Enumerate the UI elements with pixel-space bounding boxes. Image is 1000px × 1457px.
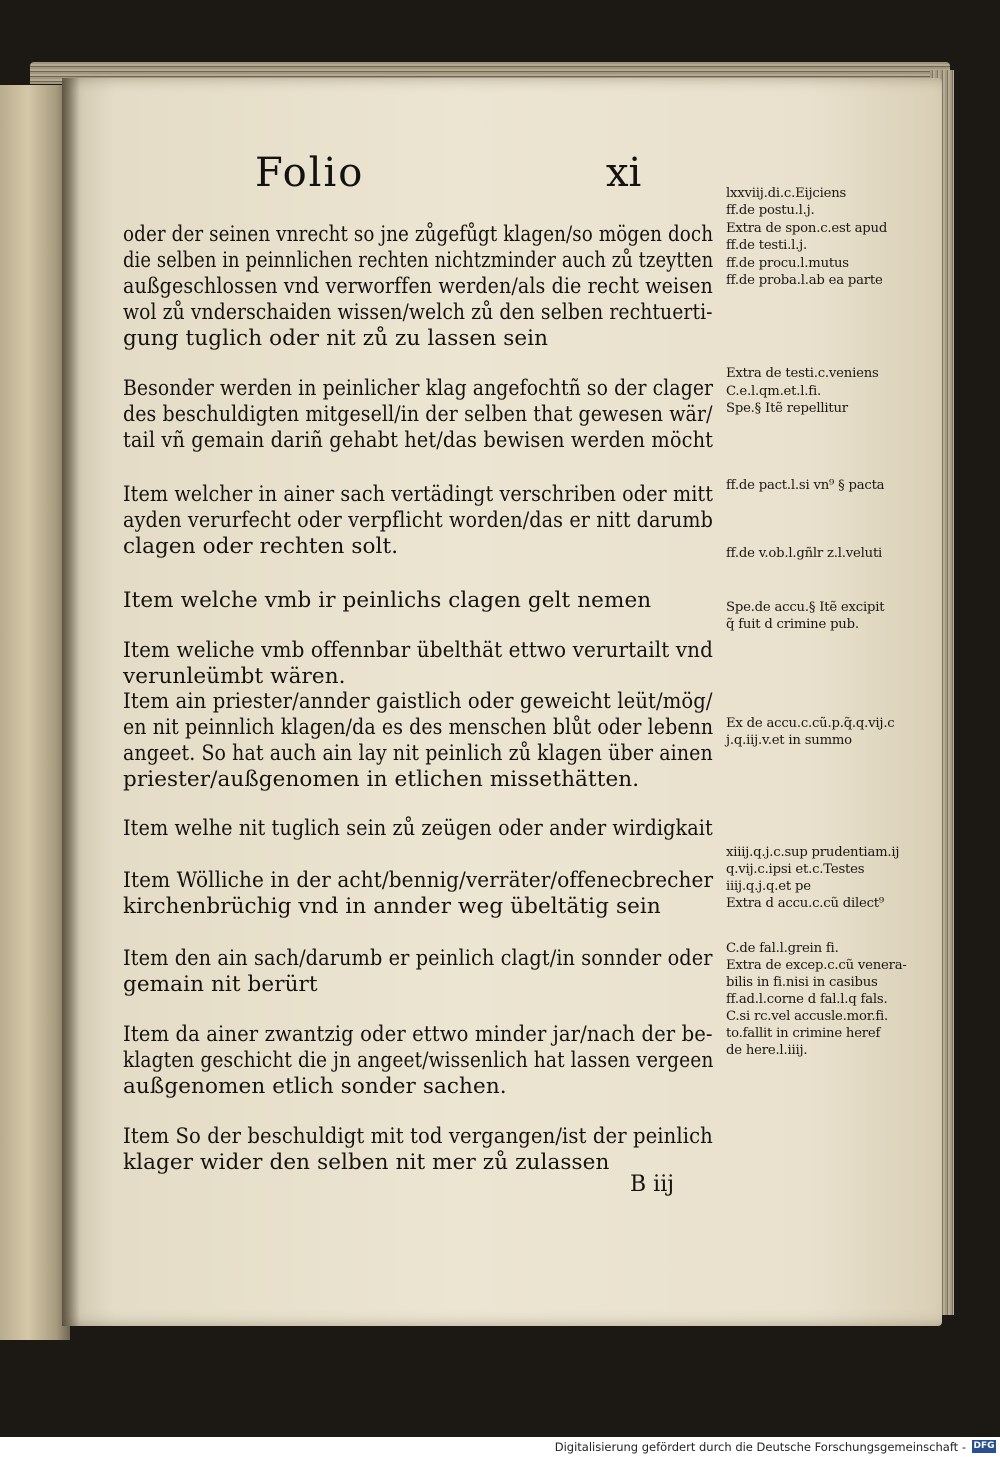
text-line: angeet. So hat auch ain lay nit peinlich zů klagen über ainen xyxy=(123,741,713,766)
margin-note: Spe.§ Itẽ repellitur xyxy=(726,401,848,416)
left-page-edge xyxy=(0,85,70,1340)
margin-note: j.q.iij.v.et in summo xyxy=(726,733,852,748)
margin-note: ff.de v.ob.l.gñlr z.l.veluti xyxy=(726,546,883,561)
margin-note: Ex de accu.c.cũ.p.q̃.q.vij.c xyxy=(726,716,895,731)
text-line: Besonder werden in peinlicher klag angefochtñ so der clager xyxy=(123,376,714,401)
text-line: Item ain priester/annder gaistlich oder geweicht leüt/mög/ xyxy=(123,689,713,714)
margin-note: Extra d accu.c.cũ dilect⁹ xyxy=(726,896,884,911)
margin-note: ff.de postu.l.j. xyxy=(726,203,815,218)
text-line: verunleümbt wären. xyxy=(123,664,346,689)
folio-number: xi xyxy=(606,150,642,196)
margin-note: Extra de spon.c.est apud xyxy=(726,221,888,236)
funding-credit: Digitalisierung gefördert durch die Deutsche Forschungsgemeinschaft - xyxy=(554,1440,966,1454)
text-line: Item welhe nit tuglich sein zů zeügen oder ander wirdigkait xyxy=(123,816,713,841)
footer-bar xyxy=(0,1437,1000,1457)
text-line: ayden verurfecht oder verpflicht worden/das er nitt darumb xyxy=(123,508,713,533)
text-line: oder der seinen vnrecht so jne zůgefůgt klagen/so mögen doch xyxy=(123,222,714,247)
text-line: clagen oder rechten solt. xyxy=(123,534,399,559)
signature-mark: B iij xyxy=(630,1172,675,1197)
text-line: Item den ain sach/darumb er peinlich clagt/in sonnder oder xyxy=(123,946,713,971)
text-line: die selben in peinnlichen rechten nichtzminder auch zů tzeytten xyxy=(123,248,714,273)
text-line: kirchenbrüchig vnd in annder weg übeltätig sein xyxy=(123,894,661,919)
margin-note: q.vij.c.ipsi et.c.Testes xyxy=(726,862,865,877)
text-line: Item Wölliche in der acht/bennig/verräter/offenecbrecher xyxy=(123,868,714,893)
dfg-logo: DFG xyxy=(973,1441,995,1451)
margin-note: ff.de proba.l.ab ea parte xyxy=(726,273,883,288)
text-line: klagten geschicht die jn angeet/wissenlich hat lassen vergeen xyxy=(123,1048,714,1073)
margin-note: C.de fal.l.grein fi. xyxy=(726,941,839,956)
text-line: des beschuldigten mitgesell/in der selben that gewesen wär/ xyxy=(123,402,713,427)
text-line: klager wider den selben nit mer zů zulassen xyxy=(123,1150,610,1175)
text-line: Item So der beschuldigt mit tod vergangen/ist der peinlich xyxy=(123,1124,713,1149)
margin-note: C.e.l.qm.et.l.fi. xyxy=(726,384,821,399)
text-line: gemain nit berürt xyxy=(123,972,318,997)
margin-note: ff.ad.l.corne d fal.l.q fals. xyxy=(726,992,888,1007)
margin-note: de here.l.iiij. xyxy=(726,1043,808,1058)
margin-note: ff.de pact.l.si vn⁹ § pacta xyxy=(726,478,885,493)
margin-note: bilis in fi.nisi in casibus xyxy=(726,975,878,990)
text-line: außgeschlossen vnd verworffen werden/als die recht weisen xyxy=(123,274,713,299)
margin-note: Extra de testi.c.veniens xyxy=(726,366,879,381)
margin-note: ff.de procu.l.mutus xyxy=(726,256,849,271)
text-line: außgenomen etlich sonder sachen. xyxy=(123,1074,507,1099)
text-line: wol zů vnderschaiden wissen/welch zů den selben rechtuerti- xyxy=(123,300,713,325)
page-header xyxy=(0,150,1000,200)
text-line: en nit peinnlich klagen/da es des menschen blůt oder lebenn xyxy=(123,715,714,740)
margin-note: xiiij.q.j.c.sup prudentiam.ij xyxy=(726,845,900,860)
text-line: tail vñ gemain dariñ gehabt het/das bewisen werden möcht xyxy=(123,428,714,453)
margin-note: Spe.de accu.§ Itẽ excipit xyxy=(726,600,885,615)
margin-note: ff.de testi.l.j. xyxy=(726,238,807,253)
margin-note: to.fallit in crimine heref xyxy=(726,1026,881,1041)
margin-note: q̃ fuit d crimine pub. xyxy=(726,617,859,632)
text-line: priester/außgenomen in etlichen missethätten. xyxy=(123,767,640,792)
folio-label: Folio xyxy=(255,150,365,196)
margin-note: C.si rc.vel accusle.mor.fi. xyxy=(726,1009,889,1024)
text-line: gung tuglich oder nit zů zu lassen sein xyxy=(123,326,549,351)
text-line: Item weliche vmb offennbar übelthät ettwo verurtailt vnd xyxy=(123,638,713,663)
text-line: Item welcher in ainer sach vertädingt verschriben oder mitt xyxy=(123,482,714,507)
gutter-shadow xyxy=(62,78,80,1326)
text-line: Item da ainer zwantzig oder ettwo minder jar/nach der be- xyxy=(123,1022,713,1047)
margin-note: lxxviij.di.c.Eijciens xyxy=(726,186,847,201)
margin-note: Extra de excep.c.cũ venera- xyxy=(726,958,907,973)
text-line: Item welche vmb ir peinlichs clagen gelt nemen xyxy=(123,588,652,613)
margin-note: iiij.q.j.q.et pe xyxy=(726,879,811,894)
